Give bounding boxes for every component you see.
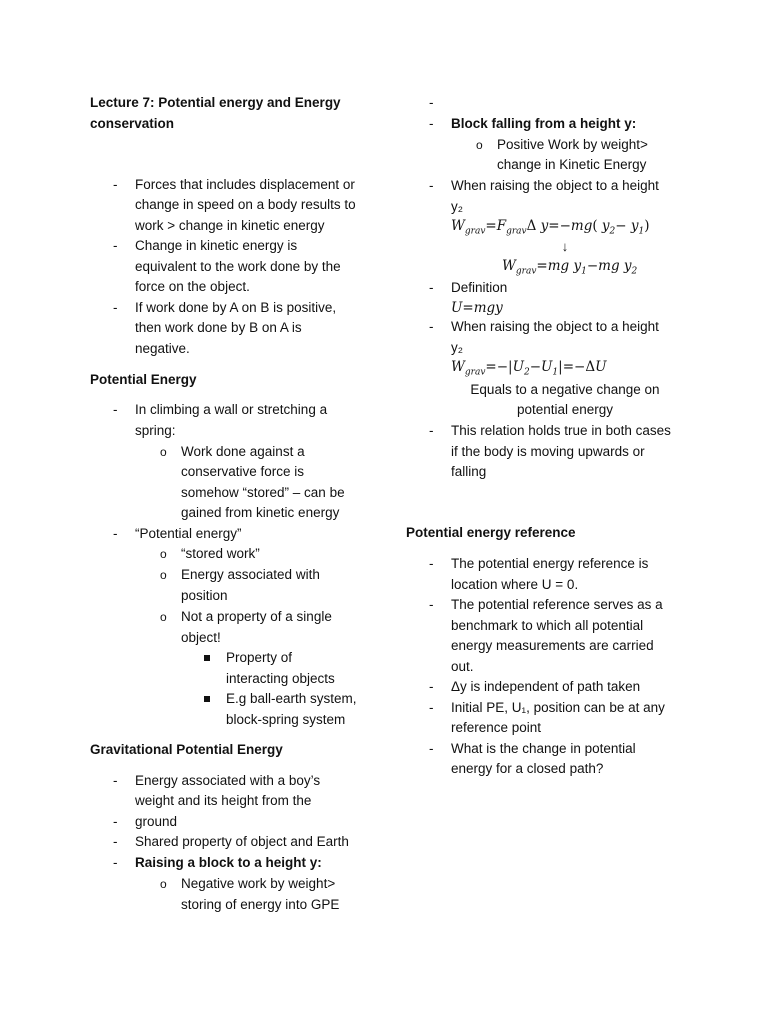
dash-marker: - [429, 741, 434, 756]
equation-note: Equals to a negative change on [470, 382, 660, 397]
list-item: change in speed on a body results to [135, 197, 356, 212]
list-item: Work done against a [181, 444, 305, 459]
lecture-title: Lecture 7: Potential energy and Energy [90, 95, 341, 110]
list-item: y₂ [451, 199, 463, 214]
list-item: This relation holds true in both cases [451, 423, 671, 438]
list-item: force on the object. [135, 279, 250, 294]
dash-marker: - [429, 280, 434, 295]
dash-marker: - [429, 116, 434, 131]
list-item: work > change in kinetic energy [135, 218, 325, 233]
equation-note: potential energy [516, 402, 614, 417]
list-item: Shared property of object and Earth [135, 834, 349, 849]
lecture-title-cont: conservation [90, 116, 175, 131]
dash-marker: - [429, 597, 434, 612]
list-item: then work done by B on A is [135, 320, 302, 335]
dash-marker: - [429, 423, 434, 438]
circle-bullet-icon: o [160, 877, 167, 891]
list-item: Property of [226, 650, 293, 665]
list-item: position [181, 588, 228, 603]
list-item: ground [135, 814, 178, 829]
list-item: location where U = 0. [451, 577, 579, 592]
dash-marker: - [429, 178, 434, 193]
list-item: somehow “stored” – can be [181, 485, 345, 500]
list-item: In climbing a wall or stretching a [135, 402, 328, 417]
circle-bullet-icon: o [476, 138, 483, 152]
list-item: falling [451, 464, 487, 479]
list-item: Definition [451, 280, 508, 295]
dash-marker: - [113, 300, 118, 315]
dash-marker: - [113, 177, 118, 192]
dash-marker: - [113, 773, 118, 788]
list-item: reference point [451, 720, 542, 735]
list-item: interacting objects [226, 671, 335, 686]
list-item: Initial PE, U₁, position can be at any [451, 700, 665, 715]
list-item: Raising a block to a height y: [135, 855, 322, 870]
list-item: change in Kinetic Energy [497, 157, 647, 172]
down-arrow-icon: ↓ [561, 239, 569, 254]
list-item: y₂ [451, 340, 463, 355]
section-heading-gravitational-potential-energy: Gravitational Potential Energy [90, 742, 283, 757]
circle-bullet-icon: o [160, 568, 167, 582]
definition-equation: U=mgy [451, 300, 503, 316]
section-heading-potential-energy-reference: Potential energy reference [406, 525, 576, 540]
potential-change-equation: $W_{grav}=-|U_2-U_1|=-\Delta U$ [451, 359, 607, 378]
dash-marker: - [429, 700, 434, 715]
list-item: weight and its height from the [135, 793, 312, 808]
list-item: “Potential energy” [135, 526, 242, 541]
list-item: Energy associated with [181, 567, 320, 582]
work-gravity-result-equation: $W_{grav}=mg$ $y_1-mg$ $y_2$ [502, 258, 638, 277]
list-item: conservative force is [181, 464, 305, 479]
circle-bullet-icon: o [160, 547, 167, 561]
square-bullet-icon [204, 696, 210, 702]
work-gravity-equation: $W_{grav}=F_{grav}\Delta$ y=−mg( $y_2- y_1$) [451, 218, 650, 237]
list-item: if the body is moving upwards or [451, 444, 645, 459]
list-item: block-spring system [226, 712, 346, 727]
list-item: What is the change in potential [451, 741, 636, 756]
list-item: benchmark to which all potential [451, 618, 644, 633]
list-item: When raising the object to a height [451, 178, 659, 193]
list-item: Block falling from a height y: [451, 116, 637, 131]
dash-marker: - [113, 855, 118, 870]
list-item: gained from kinetic energy [181, 505, 340, 520]
list-item: storing of energy into GPE [181, 897, 340, 912]
list-item: equivalent to the work done by the [135, 259, 341, 274]
list-item: spring: [135, 423, 176, 438]
list-item: Positive Work by weight> [497, 137, 648, 152]
list-item: negative. [135, 341, 190, 356]
list-item: E.g ball-earth system, [226, 691, 357, 706]
circle-bullet-icon: o [160, 610, 167, 624]
section-heading-potential-energy: Potential Energy [90, 372, 197, 387]
list-item: Negative work by weight> [181, 876, 336, 891]
dash-marker: - [113, 834, 118, 849]
list-item: The potential reference serves as a [451, 597, 663, 612]
list-item: Change in kinetic energy is [135, 238, 298, 253]
list-item: object! [181, 630, 221, 645]
dash-marker: - [113, 526, 118, 541]
list-item: “stored work” [181, 546, 260, 561]
dash-marker: - [429, 319, 434, 334]
list-item: When raising the object to a height [451, 319, 659, 334]
list-item: Forces that includes displacement or [135, 177, 355, 192]
dash-marker: - [113, 814, 118, 829]
dash-marker: - [429, 679, 434, 694]
circle-bullet-icon: o [160, 445, 167, 459]
list-item: If work done by A on B is positive, [135, 300, 337, 315]
list-item: Energy associated with a boy’s [135, 773, 321, 788]
square-bullet-icon [204, 655, 210, 661]
dash-marker: - [113, 238, 118, 253]
list-item: energy for a closed path? [451, 761, 604, 776]
list-item: out. [451, 659, 474, 674]
list-item: Not a property of a single [181, 609, 332, 624]
dash-marker: - [113, 402, 118, 417]
list-item: energy measurements are carried [451, 638, 654, 653]
dash-marker: - [429, 556, 434, 571]
list-item: Δy is independent of path taken [451, 679, 641, 694]
dash-marker: - [429, 95, 434, 110]
list-item: The potential energy reference is [451, 556, 649, 571]
